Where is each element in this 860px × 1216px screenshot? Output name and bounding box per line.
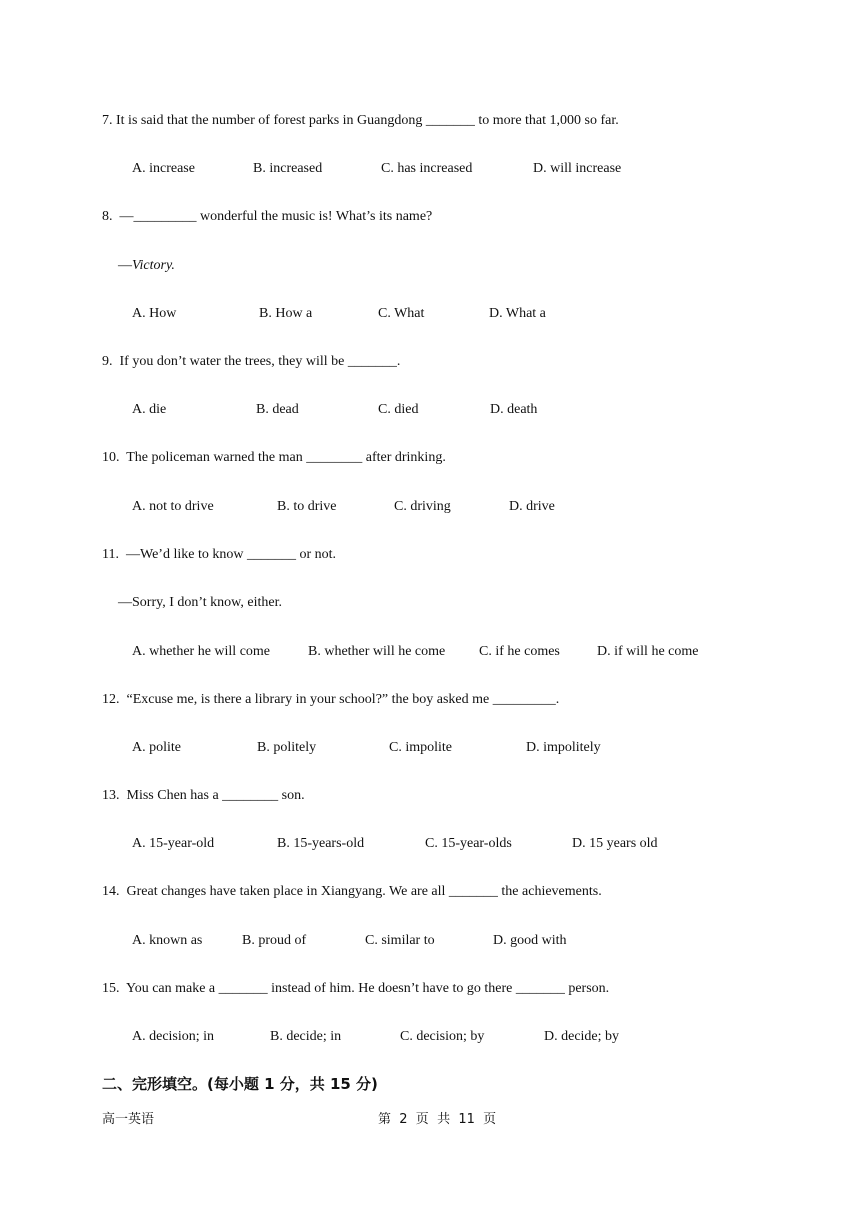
question-10-stem: 10. The policeman warned the man ________ after drinking. (102, 450, 446, 465)
option-b: B. dead (256, 402, 299, 417)
reply-text: Victory. (132, 258, 175, 273)
option-a: A. die (132, 402, 167, 417)
option-c: C. similar to (365, 933, 435, 948)
reply-dash: — (118, 258, 132, 273)
question-12-stem: 12. “Excuse me, is there a library in your school?” the boy asked me _________. (102, 692, 560, 707)
option-a: A. not to drive (132, 499, 214, 514)
option-c: C. What (378, 306, 425, 321)
option-b: B. to drive (277, 499, 337, 514)
question-13-stem: 13. Miss Chen has a ________ son. (102, 788, 305, 803)
question-8-reply (118, 257, 175, 275)
option-d: D. good with (493, 933, 567, 948)
option-a: A. 15-year-old (132, 836, 215, 851)
option-a: A. How (132, 306, 177, 321)
footer-subject: 高一英语 (102, 1112, 155, 1127)
option-d: D. decide; by (544, 1029, 620, 1044)
question-11-reply: —Sorry, I don’t know, either. (118, 595, 282, 610)
option-c: C. has increased (381, 161, 473, 176)
option-c: C. impolite (389, 740, 452, 755)
option-a: A. known as (132, 933, 203, 948)
question-9-stem: 9. If you don’t water the trees, they will be _______. (102, 354, 401, 369)
option-d: D. drive (509, 499, 555, 514)
option-d: D. 15 years old (572, 836, 658, 851)
option-d: D. will increase (533, 161, 622, 176)
option-b: B. decide; in (270, 1029, 342, 1044)
option-a: A. whether he will come (132, 644, 271, 659)
option-c: C. 15-year-olds (425, 836, 512, 851)
option-d: D. What a (489, 306, 546, 321)
question-7-stem: 7. It is said that the number of forest parks in Guangdong _______ to more that 1,000 so far. (102, 113, 619, 128)
option-d: D. death (490, 402, 538, 417)
option-c: C. died (378, 402, 419, 417)
question-14-stem: 14. Great changes have taken place in Xiangyang. We are all _______ the achievements. (102, 884, 602, 899)
section-title: 二、完形填空。(每小题 1 分，共 15 分) (102, 1075, 378, 1093)
option-a: A. increase (132, 161, 195, 176)
option-a: A. decision; in (132, 1029, 215, 1044)
option-d: D. if will he come (597, 644, 699, 659)
option-c: C. driving (394, 499, 451, 514)
option-b: B. proud of (242, 933, 307, 948)
option-b: B. whether will he come (308, 644, 446, 659)
option-c: C. if he comes (479, 644, 560, 659)
option-b: B. 15-years-old (277, 836, 365, 851)
option-b: B. increased (253, 161, 323, 176)
option-b: B. How a (259, 306, 313, 321)
question-8-stem: 8. —_________ wonderful the music is! What’s its name? (102, 209, 433, 224)
option-b: B. politely (257, 740, 317, 755)
option-d: D. impolitely (526, 740, 601, 755)
question-15-stem: 15. You can make a _______ instead of him. He doesn’t have to go there _______ person. (102, 981, 610, 996)
footer-page-number: 第 2 页 共 11 页 (378, 1112, 497, 1127)
option-a: A. polite (132, 740, 181, 755)
question-11-stem: 11. —We’d like to know _______ or not. (102, 547, 336, 562)
option-c: C. decision; by (400, 1029, 485, 1044)
